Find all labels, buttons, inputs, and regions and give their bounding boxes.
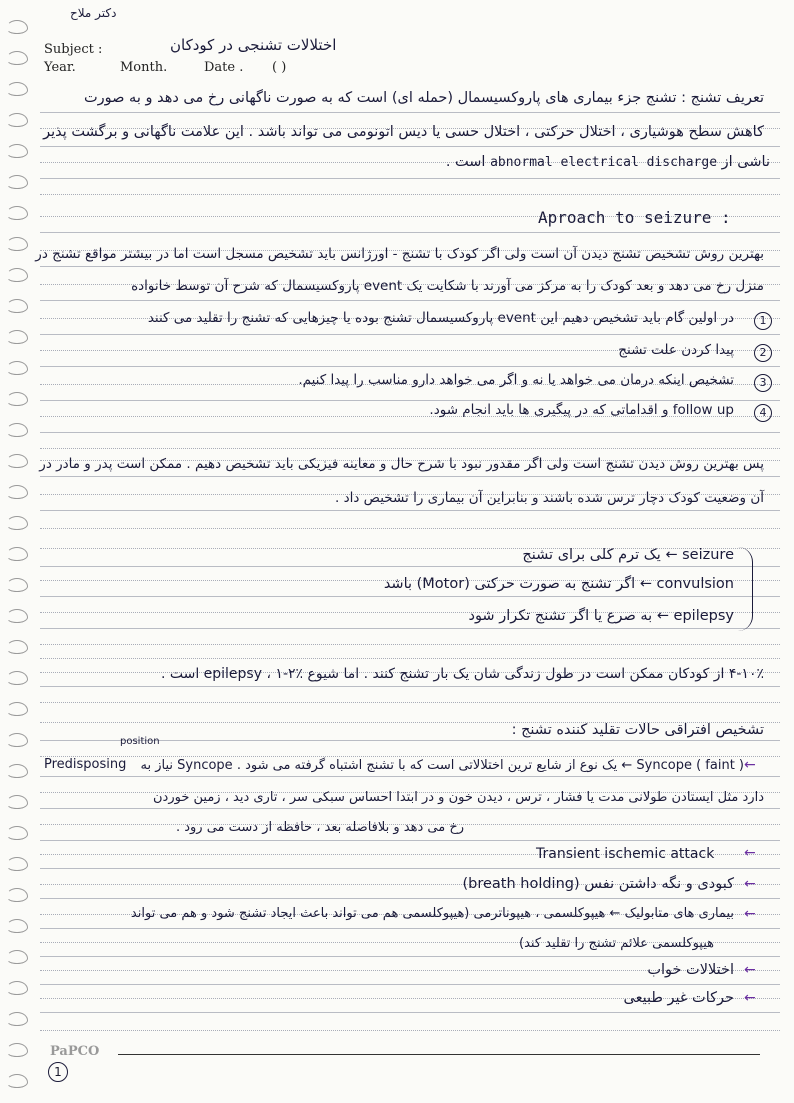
definition-line3-start: ناشی از <box>721 154 770 170</box>
spiral-hole <box>6 516 28 530</box>
rule-line <box>40 840 780 841</box>
rule-line-dotted <box>40 528 780 529</box>
rule-line <box>40 334 780 335</box>
definition-line3-english: abnormal electrical discharge <box>490 155 718 170</box>
approach-paragraph-1: بهترین روش تشخیص تشنج دیدن آن است ولی اگر کودک با تشنج - اورژانس باید تشخیص مسجل است اما در بیشتر مواقع تشنج در <box>35 246 764 262</box>
papco-logo: PaPCO <box>50 1044 100 1059</box>
approach-paragraph-2: منزل رخ می دهد و بعد کودک را به مرکز می آورند با شکایت یک event پاروکسیسمال که شرح آن توسط خانواده <box>131 278 764 294</box>
spiral-hole <box>6 423 28 437</box>
rule-line <box>40 232 780 233</box>
bullet-arrow-icon: ← <box>744 757 756 773</box>
list-number: 1 <box>754 312 772 330</box>
terms-brace <box>738 547 753 631</box>
rule-line-dotted <box>40 658 780 659</box>
year-label: Year. <box>44 60 76 75</box>
syncope-line-2: دارد مثل ایستادن طولانی مدت یا فشار ، ترس ، دیدن خون و در ابتدا احساس سبکی سر ، تاری دید ، زمین خوردن <box>153 790 764 805</box>
rule-line <box>40 928 780 929</box>
epilepsy-statistic: ۴-۱۰٪ از کودکان ممکن است در طول زندگی شان یک بار تشنج کنند . اما شیوع epilepsy ، ۱-۲٪ است . <box>160 666 764 682</box>
predisposing-note: Predisposing <box>44 757 127 772</box>
rule-line <box>40 776 780 777</box>
spiral-hole <box>6 919 28 933</box>
bullet-arrow-icon: ← <box>744 845 756 861</box>
rule-line-dotted <box>40 644 780 645</box>
term-epilepsy: epilepsy ← به صرع یا اگر تشنج تکرار شود <box>468 608 734 624</box>
definition-line3-end: است . <box>445 154 486 170</box>
rule-line <box>40 808 780 809</box>
spiral-hole <box>6 361 28 375</box>
syncope-line-1: Syncope ( faint ) ← یک نوع از شایع ترین اختلالاتی است که با تشنج اشتباه گرفته می شود . Syncope نیاز به <box>140 758 744 773</box>
footer-rule <box>118 1054 760 1055</box>
list-number: 4 <box>754 404 772 422</box>
rule-line <box>40 178 780 179</box>
differential-title: تشخیص افتراقی حالات تقلید کننده تشنج : <box>511 722 764 738</box>
history-line-1: پس بهترین روش دیدن تشنج است ولی اگر مقدور نبود با شرح حال و معاینه فیزیکی باید تشخیص دهیم . ممکن است پدر و مادر در <box>39 456 764 472</box>
item-tia: Transient ischemic attack <box>536 846 715 862</box>
list-number: 2 <box>754 344 772 362</box>
approach-item: تشخیص اینکه درمان می خواهد یا نه و اگر می خواهد دارو مناسب را پیدا کنیم. <box>298 372 734 388</box>
approach-item: در اولین گام باید تشخیص دهیم این event پاروکسیسمال تشنج بوده یا چیزهایی که تشنج را تقلید می کنند <box>147 310 734 326</box>
spiral-hole <box>6 20 28 34</box>
bullet-arrow-icon: ← <box>744 876 756 892</box>
month-label: Month. <box>120 60 168 75</box>
page-number: 1 <box>48 1062 68 1082</box>
rule-line <box>40 266 780 267</box>
rule-line <box>40 898 780 899</box>
rule-line <box>40 1012 780 1013</box>
spiral-hole <box>6 175 28 189</box>
spiral-hole <box>6 826 28 840</box>
rule-line-dotted <box>40 756 780 757</box>
approach-item: follow up و اقداماتی که در پیگیری ها باید انجام شود. <box>429 402 734 418</box>
spiral-hole <box>6 764 28 778</box>
spiral-hole <box>6 144 28 158</box>
spiral-hole <box>6 981 28 995</box>
spiral-hole <box>6 206 28 220</box>
spiral-hole <box>6 1043 28 1057</box>
rule-line-dotted <box>40 702 780 703</box>
rule-line-dotted <box>40 1030 780 1031</box>
spiral-hole <box>6 330 28 344</box>
rule-line <box>40 400 780 401</box>
rule-line <box>40 476 780 477</box>
rule-line <box>40 596 780 597</box>
position-note: position <box>120 736 160 747</box>
term-convulsion: convulsion ← اگر تشنج به صورت حرکتی (Motor) باشد <box>383 576 734 592</box>
definition-line-2: کاهش سطح هوشیاری ، اختلال حرکتی ، اختلال حسی یا دیس اتونومی می تواند باشد . این علامت ناگهانی و برگشت پذیر <box>43 124 764 140</box>
spiral-hole <box>6 733 28 747</box>
spiral-hole <box>6 702 28 716</box>
spiral-hole <box>6 609 28 623</box>
rule-line-dotted <box>40 194 780 195</box>
rule-line <box>40 566 780 567</box>
item-metabolic: بیماری های متابولیک ← هیپوکلسمی ، هیپوناترمی (هیپوکلسمی هم می تواند باعث ایجاد تشنج شود و هم می تواند <box>130 906 734 921</box>
doctor-name: دکتر ملاح <box>70 6 117 20</box>
rule-line <box>40 628 780 629</box>
spiral-hole <box>6 1074 28 1088</box>
rule-line <box>40 366 780 367</box>
rule-line <box>40 956 780 957</box>
rule-line <box>40 112 780 113</box>
rule-line-dotted <box>40 448 780 449</box>
spiral-hole <box>6 392 28 406</box>
spiral-hole <box>6 1012 28 1026</box>
item-sleep: اختلالات خواب <box>647 962 734 978</box>
bullet-arrow-icon: ← <box>744 990 756 1006</box>
rule-line <box>40 686 780 687</box>
subject-value: اختلالات تشنجی در کودکان <box>170 36 337 54</box>
definition-line-1: تعریف تشنج : تشنج جزء بیماری های پاروکسیسمال (حمله ای) است که به صورت ناگهانی رخ می دهد و به صورت <box>83 90 764 106</box>
rule-line <box>40 984 780 985</box>
spiral-hole <box>6 578 28 592</box>
rule-line <box>40 300 780 301</box>
date-parens: ( ) <box>272 60 287 75</box>
list-number: 3 <box>754 374 772 392</box>
item-breath-holding: کبودی و نگه داشتن نفس (breath holding) <box>462 876 734 892</box>
definition-line-3 <box>430 154 770 170</box>
rule-line <box>40 510 780 511</box>
date-label: Date . <box>204 60 244 75</box>
bullet-arrow-icon: ← <box>744 906 756 922</box>
item-movement: حرکات غیر طبیعی <box>623 990 734 1006</box>
spiral-hole <box>6 547 28 561</box>
approach-title: Aproach to seizure : <box>538 208 731 227</box>
spiral-hole <box>6 640 28 654</box>
history-line-2: آن وضعیت کودک دچار ترس شده باشند و بنابراین آن بیماری را تشخیص داد . <box>335 490 764 506</box>
bullet-arrow-icon: ← <box>744 962 756 978</box>
rule-line <box>40 146 780 147</box>
syncope-line-3: رخ می دهد و بلافاصله بعد ، حافظه از دست می رود . <box>175 820 464 835</box>
rule-line <box>40 868 780 869</box>
rule-line <box>40 432 780 433</box>
subject-label: Subject : <box>44 42 103 57</box>
spiral-hole <box>6 857 28 871</box>
spiral-hole <box>6 888 28 902</box>
spiral-hole <box>6 51 28 65</box>
approach-item: پیدا کردن علت تشنج <box>618 342 734 358</box>
spiral-hole <box>6 299 28 313</box>
item-metabolic-2: هیپوکلسمی علائم تشنج را تقلید کند) <box>519 936 714 951</box>
spiral-hole <box>6 950 28 964</box>
term-seizure: seizure ← یک ترم کلی برای تشنج <box>522 547 734 563</box>
